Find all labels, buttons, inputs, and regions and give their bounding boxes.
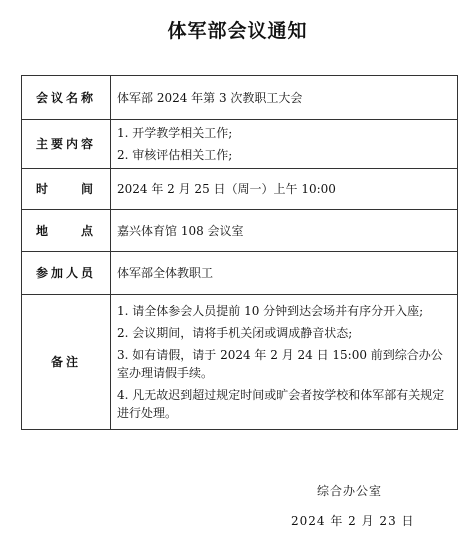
main-content-label: 主要内容 <box>22 120 111 169</box>
row-meeting-name <box>22 76 458 120</box>
row-location <box>22 210 458 252</box>
attendees-value: 体军部全体教职工 <box>111 252 458 295</box>
time-label: 时 间 <box>22 169 111 210</box>
row-notes <box>22 295 458 430</box>
meeting-name-label: 会议名称 <box>22 76 111 120</box>
notes-item: 1. 请全体参会人员提前 10 分钟到达会场并有序分开入座; <box>117 304 424 318</box>
signature-office: 综合办公室 <box>317 484 383 498</box>
main-content-item: 1. 开学教学相关工作; <box>117 126 233 140</box>
location-value: 嘉兴体育馆 108 会议室 <box>111 210 458 252</box>
notes-item: 3. 如有请假，请于 2024 年 2 月 24 日 15:00 前到综合办公室办理请假手续。 <box>117 348 443 380</box>
notes-label: 备注 <box>22 295 111 430</box>
notes-value <box>111 295 458 430</box>
row-time <box>22 169 458 210</box>
signature-date: 2024 年 2 月 23 日 <box>291 514 415 528</box>
row-main-content <box>22 120 458 169</box>
row-attendees <box>22 252 458 295</box>
notes-item: 4. 凡无故迟到超过规定时间或旷会者按学校和体军部有关规定进行处理。 <box>117 388 445 420</box>
attendees-label: 参加人员 <box>22 252 111 295</box>
location-label: 地 点 <box>22 210 111 252</box>
document-title: 体军部会议通知 <box>167 20 308 42</box>
main-content-item: 2. 审核评估相关工作; <box>117 148 233 162</box>
main-content-value <box>111 120 458 169</box>
meeting-name-value: 体军部 2024 年第 3 次教职工大会 <box>111 76 458 120</box>
meeting-notice-table <box>21 75 458 430</box>
time-value: 2024 年 2 月 25 日（周一）上午 10:00 <box>111 169 458 210</box>
notes-item: 2. 会议期间，请将手机关闭或调成静音状态; <box>117 326 353 340</box>
